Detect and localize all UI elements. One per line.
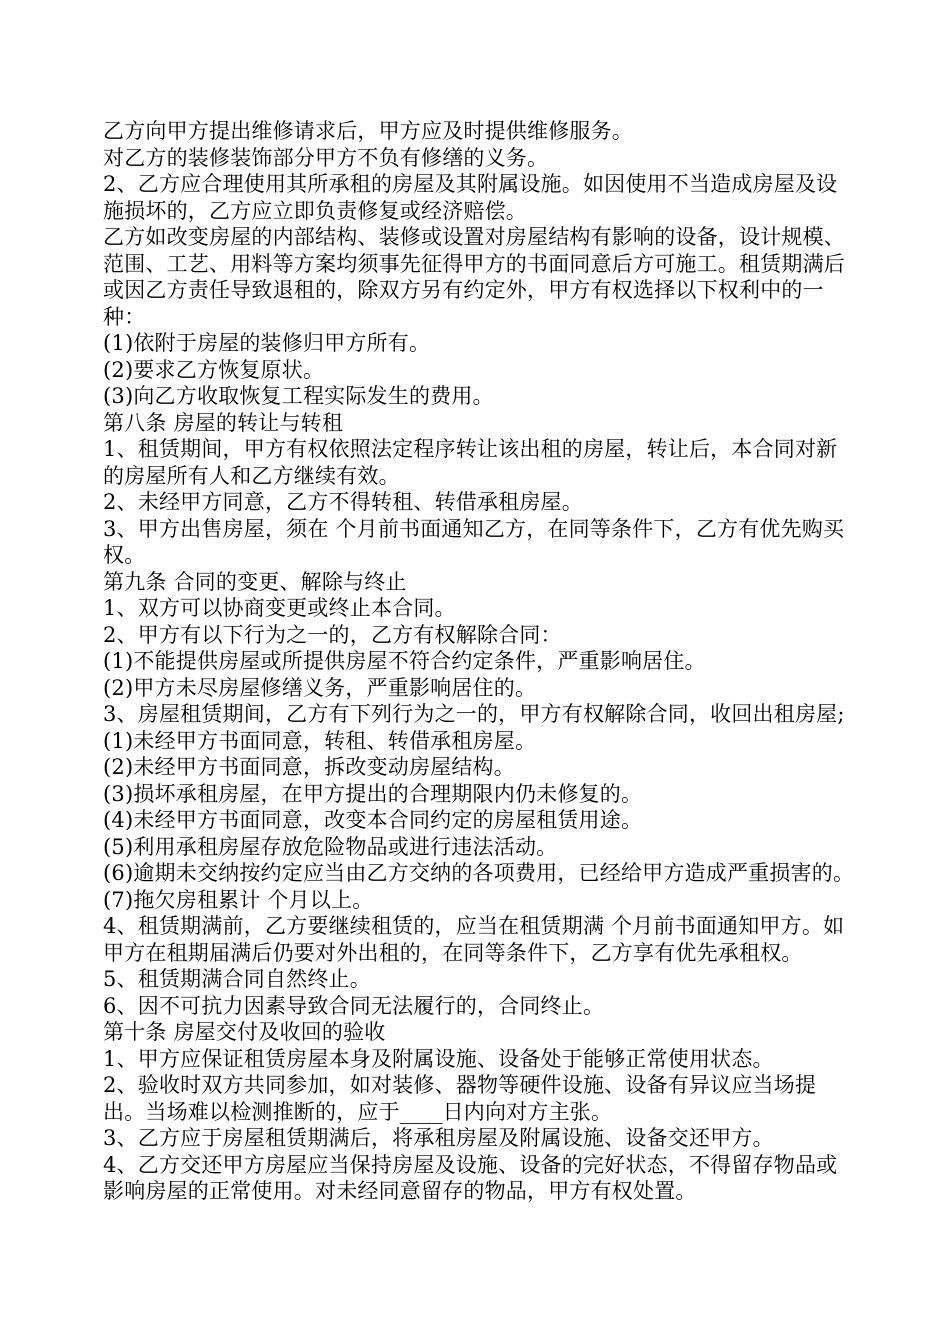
list-item: 4、租赁期满前，乙方要继续租赁的，应当在租赁期满 个月前书面通知甲方。如甲方在租期届满后仍要对外出租的，在同等条件下，乙方享有优先承租权。 [103,914,845,965]
list-item: 3、甲方出售房屋，须在 个月前书面通知乙方，在同等条件下，乙方有优先购买权。 [103,516,845,567]
list-item: 1、甲方应保证租赁房屋本身及附属设施、设备处于能够正常使用状态。 [103,1046,774,1071]
list-item: (3)损坏承租房屋，在甲方提出的合理期限内仍未修复的。 [103,781,643,806]
list-item: (4)未经甲方书面同意，改变本合同约定的房屋租赁用途。 [103,808,643,832]
list-item: 3、乙方应于房屋租赁期满后，将承租房屋及附属设施、设备交还甲方。 [103,1126,774,1150]
list-item: 4、乙方交还甲方房屋应当保持房屋及设施、设备的完好状态，不得留存物品或影响房屋的正常使用。对未经同意留存的物品，甲方有权处置。 [103,1152,838,1203]
list-item: (1)不能提供房屋或所提供房屋不符合约定条件，严重影响居住。 [103,649,706,673]
section-heading-article-9: 第九条 合同的变更、解除与终止 [103,569,407,594]
list-item: 5、租赁期满合同自然终止。 [103,967,371,991]
paragraph-structure-change: 乙方如改变房屋的内部结构、装修或设置对房屋结构有影响的设备，设计规模、范围、工艺、用料等方案均须事先征得甲方的书面同意后方可施工。租赁期满后或因乙方责任导致退租的，除双方另有约定外，甲方有权选择以下权利中的一种： [103,225,845,329]
list-item: 6、因不可抗力因素导致合同无法履行的，合同终止。 [103,993,605,1018]
list-item: (2)要求乙方恢复原状。 [103,357,325,382]
list-item: (1)依附于房屋的装修归甲方所有。 [103,331,431,355]
paragraph-reasonable-use: 2、乙方应合理使用其所承租的房屋及其附属设施。如因使用不当造成房屋及设施损坏的，乙方应立即负责修复或经济赔偿。 [103,172,838,223]
list-item: 3、房屋租赁期间，乙方有下列行为之一的，甲方有权解除合同，收回出租房屋; [103,702,845,726]
section-heading-article-10: 第十条 房屋交付及收回的验收 [103,1020,386,1044]
paragraph-decoration-no-repair: 对乙方的装修装饰部分甲方不负有修缮的义务。 [103,145,549,170]
document-page [103,118,855,1205]
paragraph-repair-request: 乙方向甲方提出维修请求后，甲方应及时提供维修服务。 [103,119,633,143]
section-heading-article-8: 第八条 房屋的转让与转租 [103,410,344,435]
list-item: (3)向乙方收取恢复工程实际发生的费用。 [103,384,494,408]
list-item: (6)逾期未交纳按约定应当由乙方交纳的各项费用，已经给甲方造成严重损害的。 [103,861,855,885]
list-item: (1)未经甲方书面同意，转租、转借承租房屋。 [103,728,537,753]
list-item: 2、甲方有以下行为之一的，乙方有权解除合同： [103,622,562,647]
list-item: 2、验收时双方共同参加，如对装修、器物等硬件设施、设备有异议应当场提出。当场难以检测推断的，应于____日内向对方主张。 [103,1073,817,1124]
list-item: 1、双方可以协商变更或终止本合同。 [103,596,456,620]
list-item: (2)未经甲方书面同意，拆改变动房屋结构。 [103,755,515,779]
list-item: 1、租赁期间，甲方有权依照法定程序转让该出租的房屋，转让后，本合同对新的房屋所有人和乙方继续有效。 [103,437,838,488]
list-item: (7)拖欠房租累计 个月以上。 [103,887,374,912]
list-item: (5)利用承租房屋存放危险物品或进行违法活动。 [103,834,558,859]
list-item: 2、未经甲方同意，乙方不得转租、转借承租房屋。 [103,490,583,514]
list-item: (2)甲方未尽房屋修缮义务，严重影响居住的。 [103,675,537,700]
